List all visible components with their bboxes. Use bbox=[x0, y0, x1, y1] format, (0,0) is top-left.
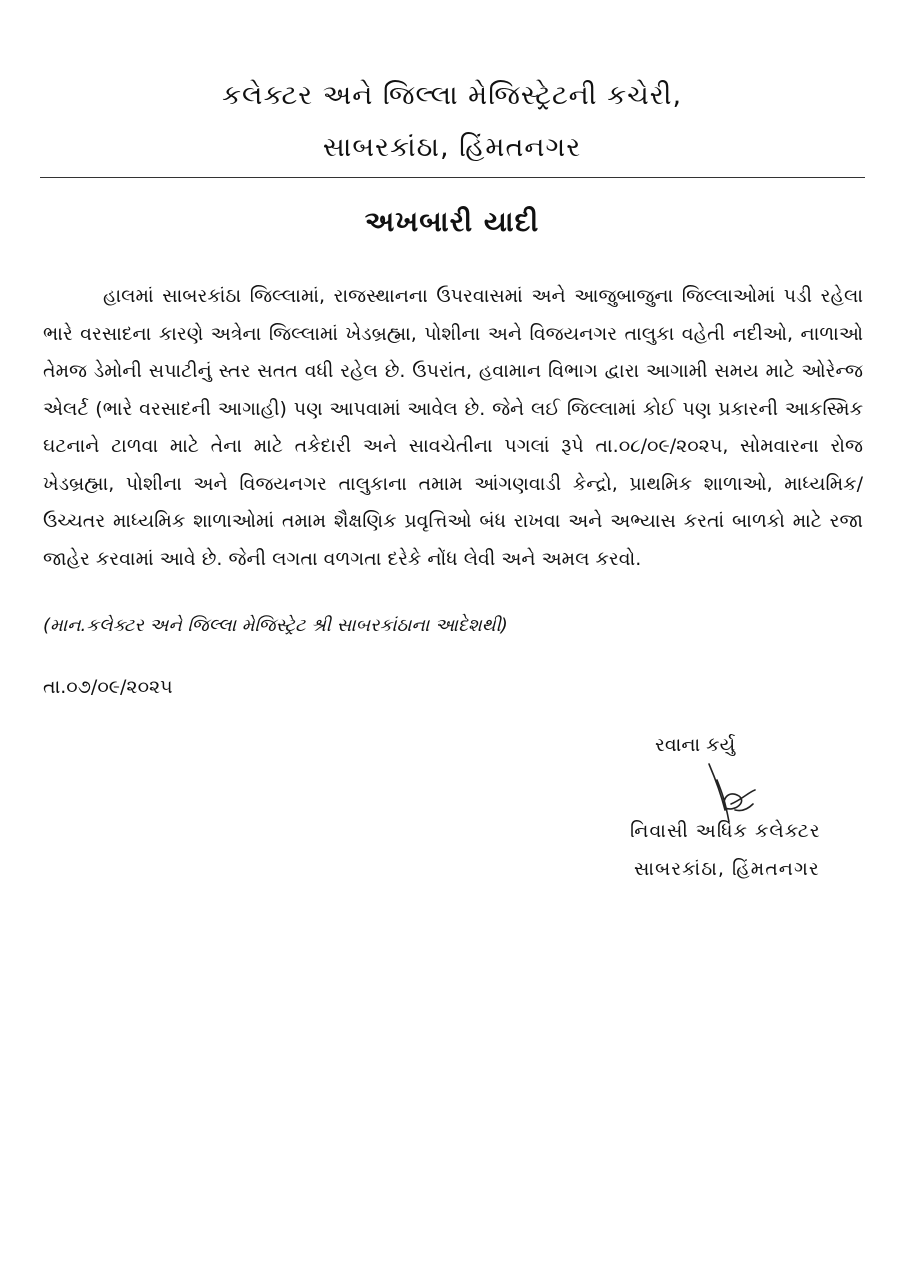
sent-label: રવાના કર્યુ bbox=[655, 734, 736, 756]
order-note: (માન.કલેક્ટર અને જિલ્લા મેજિસ્ટ્રેટ શ્રી સાબરકાંઠાના આદેશથી) bbox=[43, 615, 508, 636]
issue-date: તા.૦૭/૦૯/૨૦૨૫ bbox=[43, 676, 173, 698]
officer-title: નિવાસી અધિક કલેક્ટર bbox=[630, 820, 821, 842]
header-divider bbox=[40, 177, 865, 178]
office-location: સાબરકાંઠા, હિંમતનગર bbox=[322, 132, 582, 163]
document-title: અખબારી યાદી bbox=[364, 205, 540, 238]
body-paragraph-text: હાલમાં સાબરકાંઠા જિલ્લામાં, રાજસ્થાનના ઉપરવાસમાં અને આજુબાજુના જિલ્લાઓમાં પડી રહેલા ભારે વરસાદના કારણે અત્રેના જિલ્લામાં ખેડબ્રહ્મા, પોશીના અને વિજયનગર તાલુકા વહેતી નદીઓ, નાળાઓ તેમજ ડેમોની સપાટીનું સ્તર સતત વધી રહેલ છે. ઉપરાંત, હવામાન વિભાગ દ્વારા આગામી સમય માટે ઓરેન્જ એલર્ટ (ભારે વરસાદની આગાહી) પણ આપવામાં આવેલ છે. જેને લઈ જિલ્લામાં કોઈ પણ પ્રકારની આકસ્મિક ઘટનાને ટાળવા માટે તેના માટે તકેદારી અને સાવચેતીના પગલાં રૂપે તા.૦૮/૦૯/૨૦૨૫, સોમવારના રોજ ખેડબ્રહ્મા, પોશીના અને વિજયનગર તાલુકાના તમામ આંગણવાડી કેન્દ્રો, પ્રાથમિક શાળાઓ, માધ્યમિક/ ઉચ્ચતર માધ્યમિક શાળાઓમાં તમામ શૈક્ષણિક પ્રવૃત્તિઓ બંધ રાખવા અને અભ્યાસ કરતાં બાળકો માટે રજા જાહેર કરવામાં આવે છે. જેની લગતા વળગતા દરેકે નોંધ લેવી અને અમલ કરવો. bbox=[43, 285, 863, 570]
office-heading: કલેક્ટર અને જિલ્લા મેજિસ્ટ્રેટની કચેરી, bbox=[221, 80, 683, 111]
officer-place: સાબરકાંઠા, હિંમતનગર bbox=[634, 858, 820, 880]
body-paragraph bbox=[43, 278, 863, 578]
